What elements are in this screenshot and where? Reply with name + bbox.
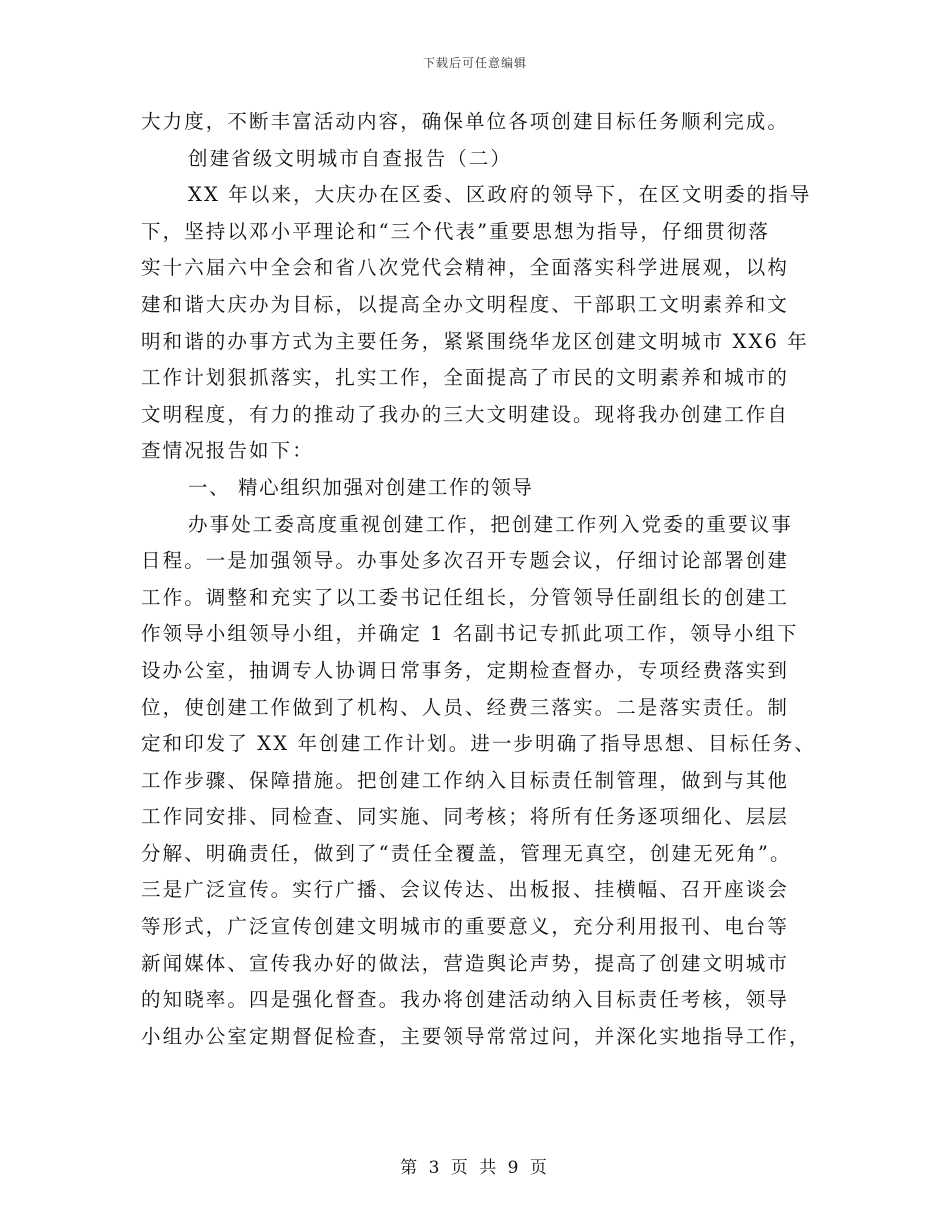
paragraph-line: 的知晓率。四是强化督查。我办将创建活动纳入目标责任考核，领导 — [141, 988, 790, 1012]
document-body — [141, 104, 816, 1055]
paragraph-line: 明和谐的办事方式为主要任务，紧紧围绕华龙区创建文明城市 XX6 年 — [141, 329, 809, 353]
page-header: 下载后可任意编辑 — [422, 56, 527, 70]
paragraph-line: 工作计划狠抓落实，扎实工作，全面提高了市民的文明素养和城市的 — [141, 366, 790, 390]
paragraph-line: 实十六届六中全会和省八次党代会精神，全面落实科学进展观，以构 — [141, 256, 790, 280]
paragraph-line: 工作。调整和充实了以工委书记任组长，分管领导任副组长的创建工 — [141, 585, 790, 609]
paragraph-line: 设办公室，抽调专人协调日常事务，定期检查督办，专项经费落实到 — [141, 658, 790, 682]
page-footer: 第 3 页 共 9 页 — [400, 1158, 550, 1178]
paragraph-line: 小组办公室定期督促检查，主要领导常常过问，并深化实地指导工作， — [141, 1024, 811, 1048]
section-title: 创建省级文明城市自查报告（二） — [188, 146, 513, 170]
paragraph-line: 办事处工委高度重视创建工作，把创建工作列入党委的重要议事 — [188, 512, 793, 536]
paragraph-line: XX 年以来，大庆办在区委、区政府的领导下，在区文明委的指导 — [188, 183, 812, 207]
paragraph-line: 建和谐大庆办为目标，以提高全办文明程度、干部职工文明素养和文 — [141, 292, 790, 316]
paragraph-line: 三是广泛宣传。实行广播、会议传达、出板报、挂横幅、召开座谈会 — [141, 878, 790, 902]
paragraph-line: 工作同安排、同检查、同实施、同考核；将所有任务逐项细化、层层 — [141, 805, 790, 829]
paragraph-line: 分解、明确责任，做到了“责任全覆盖，管理无真空，创建无死角”。 — [141, 841, 792, 865]
paragraph-line: 日程。一是加强领导。办事处多次召开专题会议，仔细讨论部署创建 — [141, 549, 790, 573]
section-heading: 一、 精心组织加强对创建工作的领导 — [188, 475, 534, 499]
paragraph-line: 位，使创建工作做到了机构、人员、经费三落实。二是落实责任。制 — [141, 695, 790, 719]
paragraph-line: 大力度，不断丰富活动内容，确保单位各项创建目标任务顺利完成。 — [141, 110, 790, 133]
paragraph-line: 文明程度，有力的推动了我办的三大文明建设。现将我办创建工作自 — [141, 402, 790, 426]
paragraph-line: 等形式，广泛宣传创建文明城市的重要意义，充分利用报刊、电台等 — [141, 915, 790, 939]
paragraph-line: 查情况报告如下： — [141, 439, 314, 463]
paragraph-line: 工作步骤、保障措施。把创建工作纳入目标责任制管理，做到与其他 — [141, 768, 790, 792]
paragraph-line: 新闻媒体、宣传我办好的做法，营造舆论声势，提高了创建文明城市 — [141, 951, 790, 975]
paragraph-line: 下，坚持以邓小平理论和“三个代表”重要思想为指导，仔细贯彻落 — [141, 219, 770, 243]
paragraph-line: 定和印发了 XX 年创建工作计划。进一步明确了指导思想、目标任务、 — [141, 732, 816, 756]
paragraph-line: 作领导小组领导小组，并确定 1 名副书记专抓此项工作，领导小组下 — [141, 622, 799, 646]
